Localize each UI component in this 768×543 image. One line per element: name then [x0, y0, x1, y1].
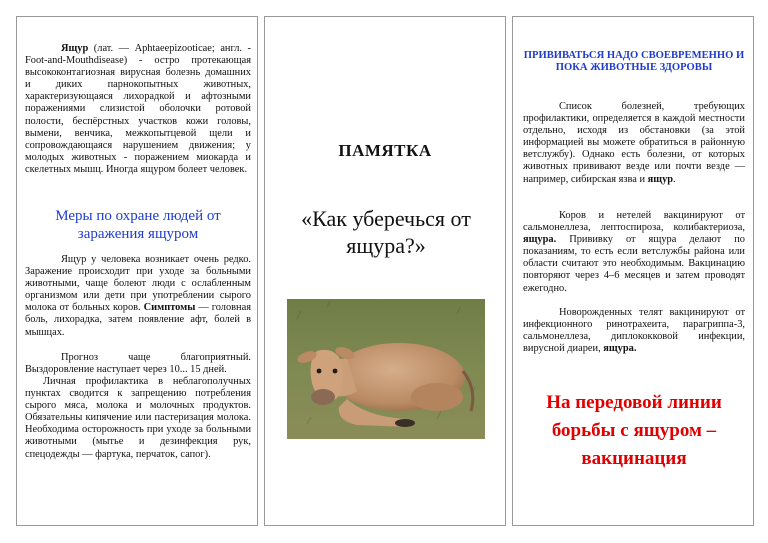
- disease-list-end: .: [673, 173, 676, 185]
- cows-vaccination-rest: Прививку от ящура делают по показаниям, то есть если ветслужбы района или области считают это необходимым. Вакцинацию повторяют через 4–6 месяцев и затем проводят ежегодно.: [523, 234, 745, 294]
- memo-subtitle: «Как уберечься от ящура?»: [301, 206, 471, 258]
- cows-vaccination-text: Коров и нетелей вакцинируют от сальмонеллеза, лептоспироза, колибактериоза,: [523, 210, 745, 234]
- symptoms-label: Симптомы: [143, 302, 196, 314]
- cows-vaccination-paragraph: [523, 210, 745, 295]
- disease-list-fmd: ящур: [647, 173, 674, 185]
- front-line-heading: На передовой линии борьбы с ящуром – вакцинация: [546, 392, 722, 469]
- definition-paragraph: [25, 43, 251, 176]
- calves-vaccination-fmd: ящура.: [603, 343, 637, 355]
- symptoms-text: — головная боль, лихорадка, затем появление афт, болей в мышцах.: [25, 302, 251, 338]
- right-panel: [512, 16, 754, 526]
- definition-text: (лат. — Aphtaeepizooticae; англ. - Foot-and-Mouthdisease) - остро протекающая высококонтагиозная вирусная болезнь домашних и диких парнокопытных животных, характеризующаяся лихорадкой и афтозными поражениями слизистой оболочки ротовой полости, беспёрстных участков кожи головы, вымени, венчика, межкопытцевой щели и сопровождающаяся нарушением движения; у молодых животных - поражением миокарда и скелетных мышц. Иногда ящуром болеет человек.: [25, 43, 251, 175]
- prognosis-paragraph: Прогноз чаще благоприятный. Выздоровление наступает через 10... 15 дней.: [25, 352, 251, 376]
- disease-list-paragraph: [523, 101, 745, 186]
- infection-paragraph: [25, 254, 251, 339]
- calves-vaccination-paragraph: [523, 307, 745, 355]
- infection-text: Ящур у человека возникает очень редко. Заражение происходит при уходе за больными животными, чаще болеют люди с ослабленным организмом или дети при употреблении сырого молока от больных коров.: [25, 254, 251, 314]
- term-foot-and-mouth: Ящур: [61, 43, 89, 54]
- vaccination-heading: ПРИВИВАТЬСЯ НАДО СВОЕВРЕМЕННО И ПОКА ЖИВОТНЫЕ ЗДОРОВЫ: [523, 50, 745, 74]
- cows-vaccination-fmd: ящура.: [523, 234, 557, 246]
- protection-heading: Меры по охране людей от заражения ящуром: [55, 208, 221, 242]
- memo-title: ПАМЯТКА: [338, 141, 432, 160]
- disease-list-text: Список болезней, требующих профилактики, определяется в каждой местности отдельно, исходя из обстановки (за этой информацией вы можете обратиться в районную ветслужбу). Однако есть болезни, от которых животных прививают везде или почти везде — например, сибирская язва и: [523, 101, 745, 185]
- calves-vaccination-text: Новорожденных телят вакцинируют от инфекционного ринотрахеита, парагриппа-3, сальмонеллеза, диплококковой инфекции, вирусной диареи,: [523, 307, 745, 355]
- cow-photo: [287, 299, 485, 439]
- prophylaxis-paragraph: Личная профилактика в неблагополучных пунктах сводится к запрещению потребления сырого мяса, молока и молочных продуктов. Обязательны кипячение или пастеризация молока. Необходима осторожность при уходе за больными животными (мытье и дезинфекция рук, спецодежды — фартука, перчаток, сапог).: [25, 376, 251, 460]
- left-panel: [16, 16, 258, 526]
- middle-panel: [264, 16, 506, 526]
